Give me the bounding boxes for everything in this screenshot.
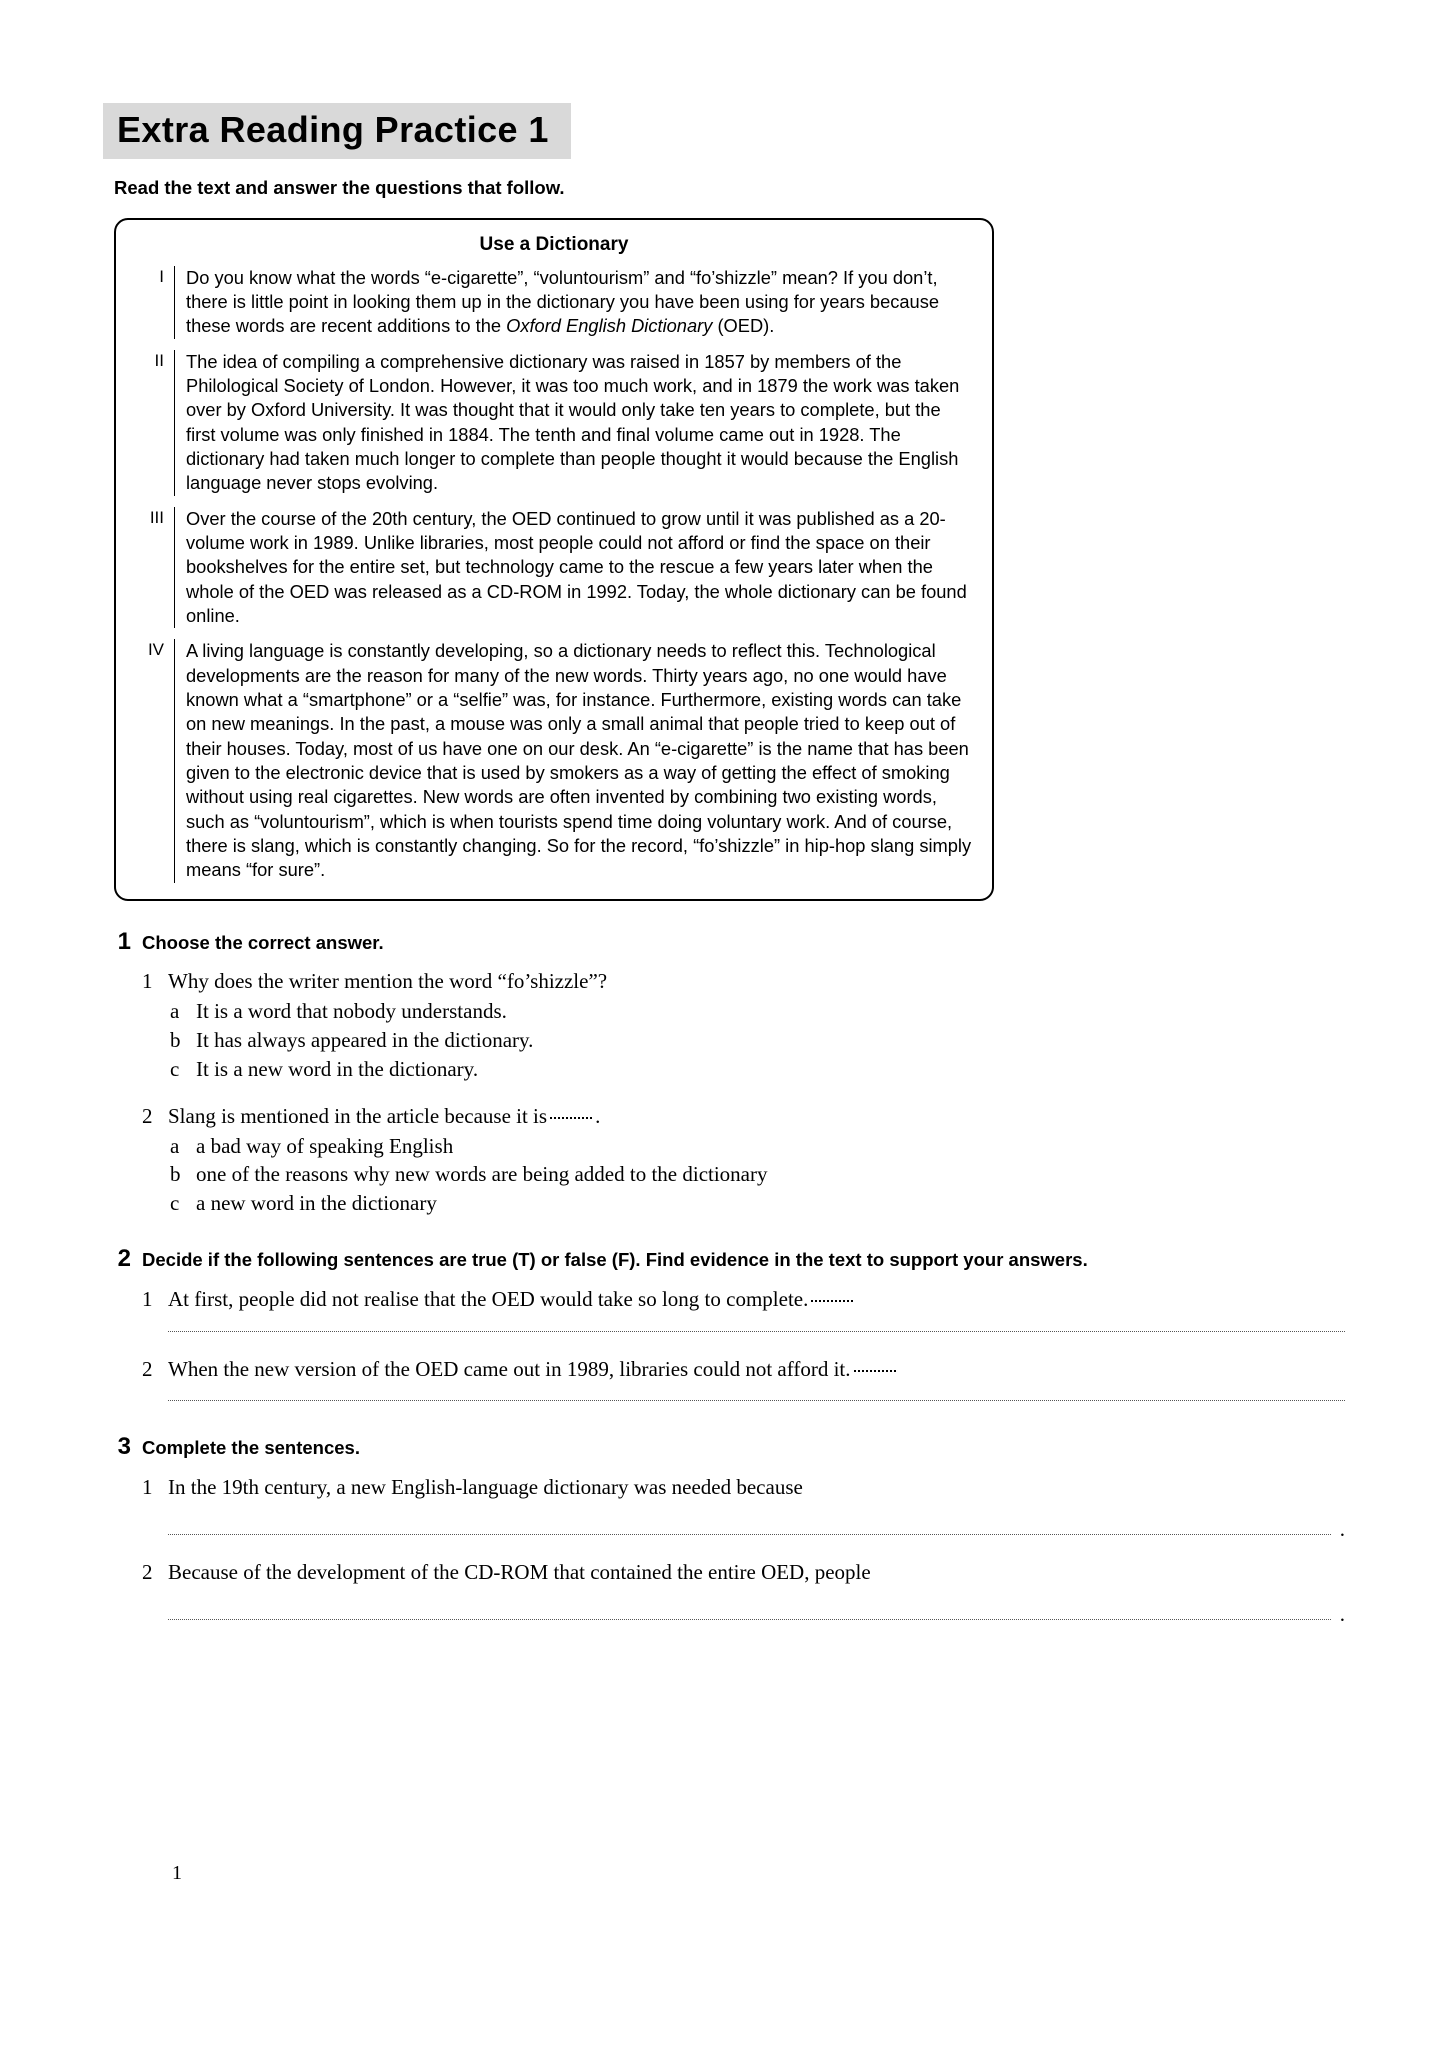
question-text [168,1356,899,1384]
exercise-number: 1 [117,927,131,955]
option-letter: b [170,1162,181,1187]
paragraph-text [174,350,972,496]
paragraph-number: IV [147,640,164,660]
option-letter: b [170,1027,181,1052]
answer-line-rule[interactable] [168,1619,1331,1620]
answer-line-rule[interactable] [168,1534,1331,1535]
option-row[interactable] [170,1161,1345,1189]
question-row [142,1286,1345,1314]
answer-line-endmark: . [1339,1516,1345,1541]
exercise-section [103,928,1345,1219]
option-text: a bad way of speaking English [196,1133,454,1158]
question-number: 1 [142,1474,153,1499]
option-text: It has always appeared in the dictionary. [196,1027,534,1052]
question-text-label: Because of the development of the CD-ROM that contained the entire OED, people [168,1559,871,1584]
paragraph-text-lead: A living language is constantly developing, so a dictionary needs to reflect this. Technological developments are the reason for many of the new words. Thirty years ago, no one would have known what a “smartphone” or a “selfie” was, for instance. Furthermore, existing words can take on new meanings. In the past, a mouse was only a small animal that people tried to keep out of their houses. Today, most of us have one on our desk. An “e-cigarette” is the name that has been given to the electronic device that is used by smokers as a way of getting the effect of smoking without using real cigarettes. New words are often invented by combining two existing words, such as “voluntourism”, which is when tourists spend time doing voluntary work. And of course, there is slang, which is constantly changing. So for the record, “fo’shizzle” in hip-hop slang simply means “for sure”. [186,640,972,881]
question-number: 1 [142,1286,153,1311]
option-row[interactable] [170,1133,1345,1161]
question-text [168,1474,803,1502]
question-number: 2 [142,1103,153,1128]
page-content [103,0,1345,1629]
exercise-section [103,1245,1345,1406]
paragraph-number: III [149,507,164,527]
question-text [168,968,607,996]
question-group [142,1474,1345,1540]
question-text [168,1103,600,1131]
exercise-title: Decide if the following sentences are true (T) or false (F). Find evidence in the text to support your answers. [142,1249,1088,1271]
paragraph-number: I [159,266,164,286]
reading-paragraph [136,266,972,339]
exercise-title: Choose the correct answer. [142,931,384,953]
reading-paragraph [136,507,972,629]
paragraph-text [174,507,972,629]
reading-paragraph [136,350,972,496]
reading-text-block [114,218,994,901]
option-row[interactable] [170,998,1345,1026]
question-row [142,1103,1345,1131]
question-group [142,1103,1345,1219]
paragraph-text [174,639,972,882]
question-row [142,1356,1345,1384]
option-text: one of the reasons why new words are being added to the dictionary [196,1162,768,1187]
inline-answer-blank[interactable] [811,1300,853,1302]
paragraph-text-tail: (OED). [712,315,775,337]
question-number: 2 [142,1559,153,1584]
question-row [142,968,1345,996]
reading-paragraph-list [136,266,972,883]
question-group [142,1559,1345,1625]
option-text: a new word in the dictionary [196,1191,437,1216]
answer-line-rule[interactable] [168,1331,1345,1332]
paragraph-text-lead: Over the course of the 20th century, the OED continued to grow until it was published as a 20-volume work in 1989. Unlike libraries, most people could not afford or find the space on their bookshelves for the entire set, but technology came to the rescue a few years later when the whole of the OED was released as a CD-ROM in 1992. Today, the whole dictionary can be found online. [186,507,967,627]
question-group [142,968,1345,1084]
option-letter: c [170,1191,180,1216]
question-row [142,1559,1345,1587]
question-text-label: Slang is mentioned in the article because it is [168,1103,548,1128]
paragraph-italic-title: Oxford English Dictionary [506,315,713,337]
question-list [142,1286,1345,1407]
exercise-number: 3 [117,1433,131,1461]
answer-line-rule[interactable] [168,1400,1345,1401]
paragraph-text [174,266,972,339]
question-text-label: In the 19th century, a new English-language dictionary was needed because [168,1474,803,1499]
exercise-heading [103,1433,1345,1461]
question-list [142,1474,1345,1625]
inline-answer-blank[interactable] [550,1117,592,1119]
reading-text-box [114,218,994,901]
exercise-number: 2 [117,1245,131,1273]
exercise-list [103,928,1345,1625]
option-letter: a [170,1133,180,1158]
inline-answer-blank[interactable] [854,1370,896,1372]
answer-line[interactable] [168,1400,1345,1406]
exercise-section [103,1433,1345,1624]
paragraph-text-lead: Do you know what the words “e-cigarette”, “voluntourism” and “fo’shizzle” mean? If you don’t, there is little point in looking them up in the dictionary you have been using for years because these words are recent additions to the [186,266,940,337]
option-list [170,998,1345,1084]
option-text: It is a new word in the dictionary. [196,1056,479,1081]
answer-line[interactable] [168,1516,1345,1541]
paragraph-text-lead: The idea of compiling a comprehensive dictionary was raised in 1857 by members of the Philological Society of London. However, it was too much work, and in 1879 the work was taken over by Oxford University. It was thought that it would only take ten years to complete, but the first volume was only finished in 1884. The tenth and final volume came out in 1928. The dictionary had taken much longer to complete than people thought it would because the English language never stops evolving. [186,350,960,494]
page-number: 1 [172,1862,182,1884]
option-row[interactable] [170,1190,1345,1218]
question-text [168,1286,856,1314]
option-row[interactable] [170,1027,1345,1055]
paragraph-number: II [154,350,164,370]
question-number: 2 [142,1356,153,1381]
question-text-label: Why does the writer mention the word “fo’shizzle”? [168,968,608,993]
question-text-label: When the new version of the OED came out in 1989, libraries could not afford it. [168,1356,851,1381]
question-list [142,968,1345,1218]
option-letter: a [170,998,180,1023]
option-list [170,1133,1345,1219]
reading-passage-heading: Use a Dictionary [479,233,629,255]
reading-paragraph [136,639,972,882]
question-row [142,1474,1345,1502]
option-row[interactable] [170,1056,1345,1084]
answer-line[interactable] [168,1601,1345,1626]
question-group [142,1356,1345,1407]
question-text-label: At first, people did not realise that the OED would take so long to complete. [168,1286,809,1311]
answer-line-endmark: . [1339,1601,1345,1626]
page-title: Extra Reading Practice 1 [117,109,549,150]
question-text-tail: . [595,1103,601,1128]
exercise-heading [103,1245,1345,1273]
question-number: 1 [142,968,153,993]
option-text: It is a word that nobody understands. [196,998,507,1023]
answer-line[interactable] [168,1331,1345,1337]
exercise-heading [103,928,1345,956]
exercise-title: Complete the sentences. [142,1437,360,1459]
question-group [142,1286,1345,1337]
question-text [168,1559,871,1587]
reading-instruction: Read the text and answer the questions that follow. [114,176,565,198]
page-title-banner [103,103,571,159]
option-letter: c [170,1056,180,1081]
